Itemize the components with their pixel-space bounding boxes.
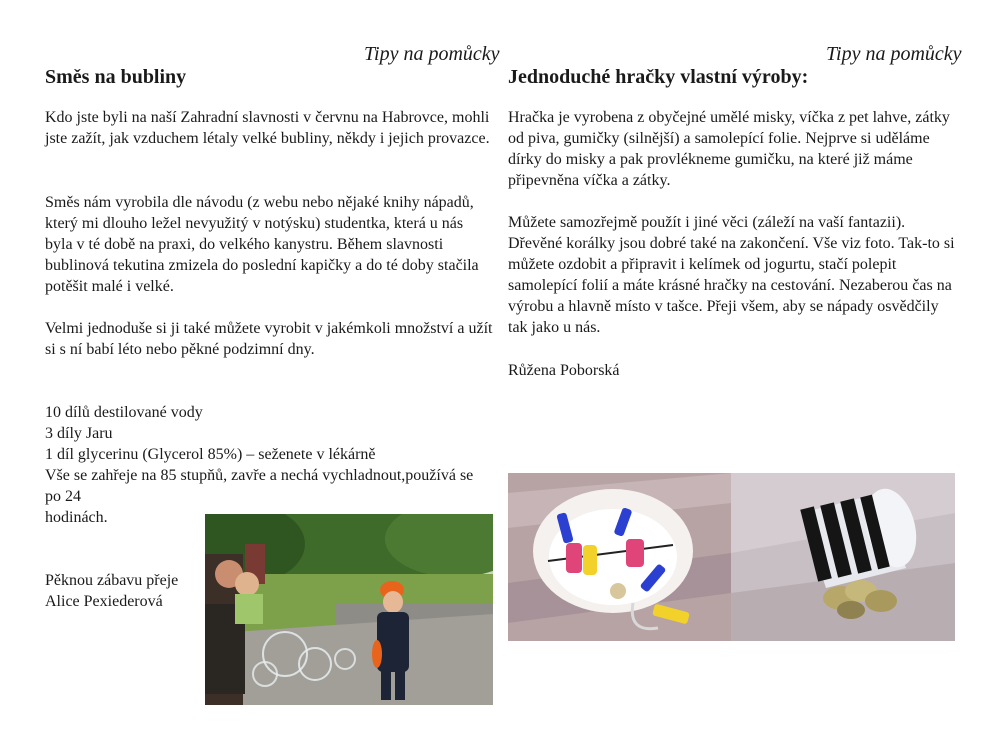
author-name: Růžena Poborská: [508, 362, 620, 379]
recipe-line: hodinách.: [45, 509, 108, 526]
tips-paragraph: Můžete samozřejmě použít i jiné věci (záleží na vaší fantazii). Dřevěné korálky jsou dobré také na zakončení. Vše viz foto. Tak-to si můžete ozdobit a připravit i kelímek od jogurtu, stačí polepit samolepící folií a máte krásné hračky na cestování. Nezaberou čas na výrobu a hlavně místo v tašce. Přeji všem, aby se nápady osvědčily tak jako u nás.: [508, 214, 955, 336]
closing-block: [45, 570, 205, 612]
recipe-line: 1 díl glycerinu (Glycerol 85%) – seženete v lékárně: [45, 446, 376, 463]
article-title: Jednoduché hračky vlastní výroby:: [508, 66, 809, 88]
page-header: Tipy na pomůcky: [826, 43, 962, 65]
intro-paragraph: Kdo jste byli na naší Zahradní slavnosti v červnu na Habrovce, mohli jste zažít, jak vzduchem létaly velké bubliny, někdy i jejich provazce.: [45, 109, 490, 147]
usage-paragraph: Velmi jednoduše si ji také můžete vyrobit v jakémkoli množství a užít si s ní babí léto nebo pěkné podzimní dny.: [45, 320, 493, 358]
story-paragraph: Směs nám vyrobila dle návodu (z webu nebo nějaké knihy nápadů, který mi dlouho ležel nevyužitý v notýsku) studentka, která u nás byla v té době na praxi, do velkého kanystru. Během slavnosti bublinová tekutina zmizela do poslední kapičky a do té doby stačila potěšit malé i velké.: [45, 194, 479, 295]
article-title: Směs na bubliny: [45, 66, 187, 88]
closing-greeting: Pěknou zábavu přeje: [45, 572, 179, 589]
recipe-block: [45, 402, 493, 528]
bubbles-photo: [205, 514, 493, 705]
closing-signature: Alice Pexiederová: [45, 593, 163, 610]
right-page: [500, 0, 1000, 749]
materials-paragraph: Hračka je vyrobena z obyčejné umělé misky, víčka z pet lahve, zátky od piva, gumičky (silnější) a samolepící folie. Nejprve si uděláme dírky do misky a pak provlékneme gumičku, na které již máme připevněna víčka a zátky.: [508, 109, 950, 189]
page-header: Tipy na pomůcky: [364, 43, 500, 65]
recipe-line: 3 díly Jaru: [45, 425, 113, 442]
cup-toy-photo: [731, 473, 955, 641]
recipe-line: Vše se zahřeje na 85 stupňů, zavře a nechá vychladnout,používá se po 24: [45, 467, 474, 505]
recipe-line: 10 dílů destilované vody: [45, 404, 203, 421]
bowl-toy-photo: [508, 473, 731, 641]
